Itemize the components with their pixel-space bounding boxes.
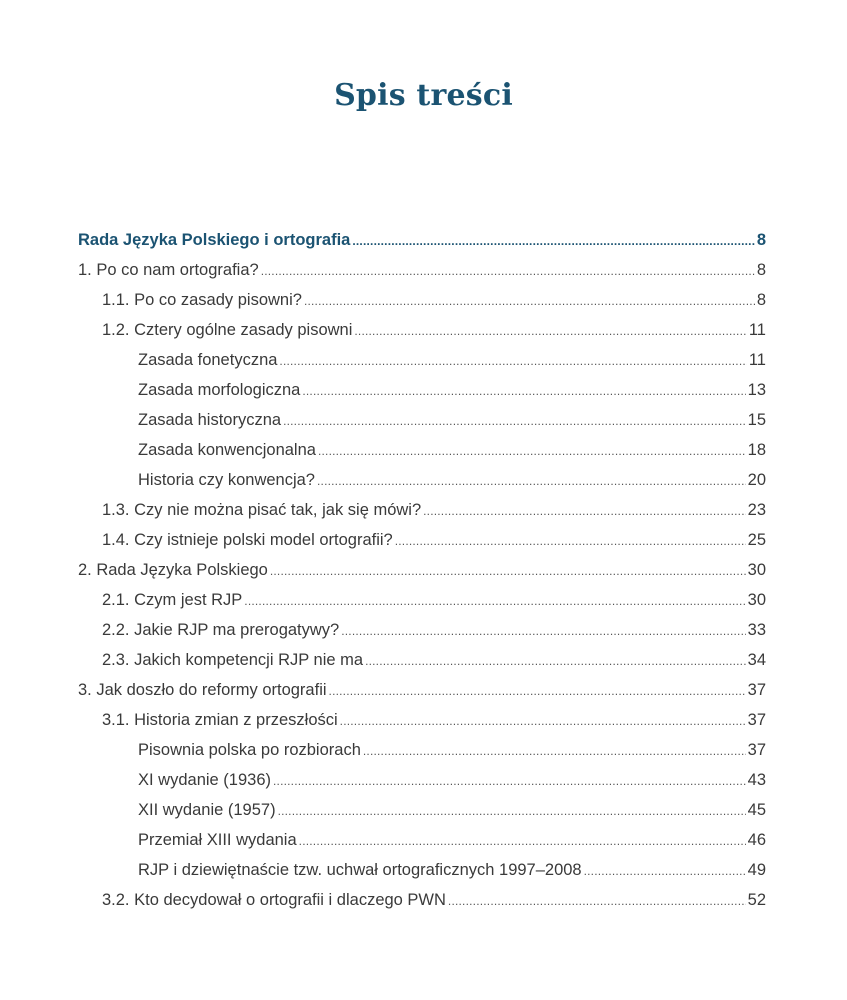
- toc-leader-dots: [363, 736, 746, 766]
- toc-entry-subsection[interactable]: [78, 825, 766, 855]
- toc-entry-chapter[interactable]: [78, 555, 766, 585]
- toc-entry-subsection[interactable]: [78, 435, 766, 465]
- toc-entry-page: 43: [747, 771, 766, 789]
- toc-entry-label: 3.2. Kto decydował o ortografii i dlaczego PWN: [102, 891, 446, 909]
- toc-entry-section[interactable]: [78, 495, 766, 525]
- toc-leader-dots: [261, 256, 755, 286]
- toc-leader-dots: [423, 496, 746, 526]
- toc-entry-page: 46: [747, 831, 766, 849]
- toc-entry-section[interactable]: [78, 525, 766, 555]
- toc-entry-page: 20: [747, 471, 766, 489]
- toc-entry-page: 15: [747, 411, 766, 429]
- toc-entry-section[interactable]: [78, 315, 766, 345]
- toc-entry-section[interactable]: [78, 705, 766, 735]
- toc-leader-dots: [270, 556, 746, 586]
- toc-entry-page: 30: [747, 561, 766, 579]
- toc-entry-label: 2.3. Jakich kompetencji RJP nie ma: [102, 651, 364, 669]
- toc-leader-dots: [273, 766, 746, 796]
- toc-entry-page: 23: [747, 501, 766, 519]
- toc-entry-subsection[interactable]: [78, 855, 766, 885]
- toc-entry-section[interactable]: [78, 585, 766, 615]
- toc-entry-label: Zasada morfologiczna: [138, 381, 301, 399]
- table-of-contents: [78, 225, 766, 915]
- toc-entry-page: 11: [748, 351, 766, 369]
- toc-leader-dots: [340, 706, 746, 736]
- toc-entry-subsection[interactable]: [78, 375, 766, 405]
- toc-entry-page: 8: [756, 261, 766, 279]
- toc-entry-label: Zasada historyczna: [138, 411, 282, 429]
- toc-leader-dots: [365, 646, 746, 676]
- toc-entry-section[interactable]: [78, 645, 766, 675]
- toc-entry-label: RJP i dziewiętnaście tzw. uchwał ortograficznych 1997–2008: [138, 861, 582, 879]
- toc-entry-label: Zasada konwencjonalna: [138, 441, 316, 459]
- toc-entry-label: Historia czy konwencja?: [138, 471, 315, 489]
- toc-entry-section[interactable]: [78, 615, 766, 645]
- toc-entry-page: 37: [747, 711, 766, 729]
- toc-entry-part[interactable]: [78, 225, 766, 255]
- toc-entry-section[interactable]: [78, 885, 766, 915]
- toc-entry-section[interactable]: [78, 285, 766, 315]
- toc-leader-dots: [279, 346, 746, 376]
- toc-entry-label: 2. Rada Języka Polskiego: [78, 561, 268, 579]
- page-title: Spis treści: [334, 78, 513, 113]
- toc-leader-dots: [329, 676, 746, 706]
- toc-entry-page: 37: [747, 681, 766, 699]
- toc-entry-page: 8: [756, 231, 766, 249]
- toc-entry-page: 49: [747, 861, 766, 879]
- toc-entry-page: 30: [747, 591, 766, 609]
- toc-entry-page: 8: [756, 291, 766, 309]
- toc-entry-page: 25: [747, 531, 766, 549]
- toc-leader-dots: [244, 586, 745, 616]
- toc-entry-label: 1.3. Czy nie można pisać tak, jak się mówi?: [102, 501, 422, 519]
- toc-entry-label: 3.1. Historia zmian z przeszłości: [102, 711, 338, 729]
- toc-entry-label: 1. Po co nam ortografia?: [78, 261, 259, 279]
- toc-leader-dots: [352, 226, 754, 256]
- toc-entry-label: 1.2. Cztery ogólne zasady pisowni: [102, 321, 353, 339]
- toc-leader-dots: [283, 406, 746, 436]
- toc-entry-page: 33: [747, 621, 766, 639]
- toc-leader-dots: [584, 856, 746, 886]
- toc-entry-label: 2.1. Czym jest RJP: [102, 591, 243, 609]
- toc-entry-subsection[interactable]: [78, 465, 766, 495]
- toc-entry-label: 3. Jak doszło do reformy ortografii: [78, 681, 327, 699]
- toc-leader-dots: [341, 616, 745, 646]
- toc-entry-label: 1.4. Czy istnieje polski model ortografii?: [102, 531, 393, 549]
- toc-entry-label: Rada Języka Polskiego i ortografia: [78, 231, 351, 249]
- toc-entry-subsection[interactable]: [78, 405, 766, 435]
- toc-entry-label: Pisownia polska po rozbiorach: [138, 741, 361, 759]
- toc-entry-page: 11: [748, 321, 766, 339]
- toc-entry-label: XII wydanie (1957): [138, 801, 276, 819]
- toc-entry-subsection[interactable]: [78, 345, 766, 375]
- toc-leader-dots: [354, 316, 746, 346]
- toc-entry-label: 1.1. Po co zasady pisowni?: [102, 291, 302, 309]
- toc-leader-dots: [302, 376, 745, 406]
- toc-entry-chapter[interactable]: [78, 255, 766, 285]
- toc-entry-label: Przemiał XIII wydania: [138, 831, 297, 849]
- toc-leader-dots: [299, 826, 746, 856]
- toc-entry-chapter[interactable]: [78, 675, 766, 705]
- toc-leader-dots: [317, 466, 746, 496]
- toc-entry-subsection[interactable]: [78, 765, 766, 795]
- toc-entry-subsection[interactable]: [78, 735, 766, 765]
- toc-leader-dots: [278, 796, 746, 826]
- toc-entry-label: Zasada fonetyczna: [138, 351, 278, 369]
- toc-entry-page: 13: [747, 381, 766, 399]
- toc-entry-page: 34: [747, 651, 766, 669]
- toc-leader-dots: [448, 886, 746, 916]
- toc-leader-dots: [304, 286, 755, 316]
- toc-entry-page: 37: [747, 741, 766, 759]
- toc-leader-dots: [395, 526, 746, 556]
- toc-entry-page: 18: [747, 441, 766, 459]
- toc-entry-label: XI wydanie (1936): [138, 771, 271, 789]
- toc-entry-label: 2.2. Jakie RJP ma prerogatywy?: [102, 621, 340, 639]
- toc-entry-subsection[interactable]: [78, 795, 766, 825]
- toc-leader-dots: [318, 436, 746, 466]
- toc-entry-page: 45: [747, 801, 766, 819]
- toc-entry-page: 52: [747, 891, 766, 909]
